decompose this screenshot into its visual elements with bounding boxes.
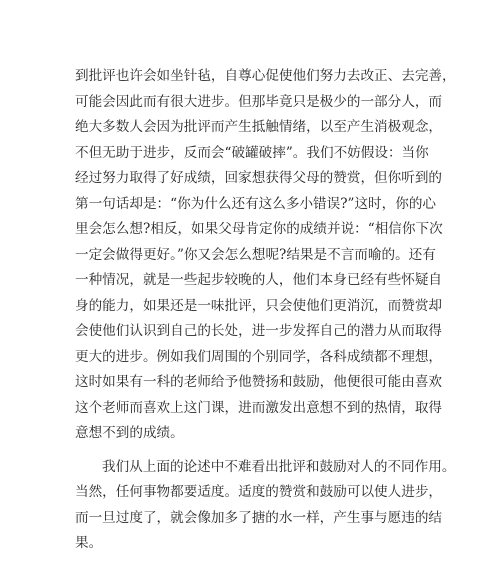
text-line: 身的能力，如果还是一味批评，只会使他们更消沉，而赞赏却: [75, 297, 443, 314]
text-line: 果。: [75, 535, 103, 551]
text-line: 而一旦过度了，就会像加多了搪的水一样，产生事与愿违的结: [75, 509, 443, 526]
text-line: 到批评也许会如坐针毡，自尊心促使他们努力去改正、去完善，: [75, 68, 456, 84]
text-line: 可能会因此而有很大进步。但那毕竟只是极少的一部分人，而: [75, 93, 443, 110]
text-line: 这个老师而喜欢上这门课，进而激发出意想不到的热情，取得: [75, 399, 443, 416]
text-line: 绝大多数人会因为批评而产生抵触情绪，以至产生消极观念，: [75, 119, 443, 135]
text-line: 里会怎么想?相反，如果父母肯定你的成绩并说：“相信你下次: [75, 221, 443, 237]
text-line: 经过努力取得了好成绩，回家想获得父母的赞赏，但你听到的: [75, 170, 443, 186]
text-line: 这时如果有一科的老师给予他赞扬和鼓励，他便很可能由喜欢: [75, 374, 443, 390]
text-line: 意想不到的成绩。: [75, 425, 184, 441]
text-line: 会使他们认识到自己的长处，进一步发挥自己的潜力从而取得: [75, 323, 443, 339]
text-line: 更大的进步。例如我们周围的个别同学，各科成绩都不理想，: [75, 348, 443, 365]
paragraph-2: [75, 455, 456, 557]
text-line: 一定会做得更好。”你又会怎么想呢?结果是不言而喻的。还有: [75, 246, 436, 263]
text-line: 一种情况，就是一些起步较晚的人，他们本身已经有些怀疑自: [75, 272, 443, 288]
paragraph-spacer: [75, 447, 425, 455]
paragraph-1: [75, 64, 456, 447]
document-body: [75, 64, 456, 557]
text-line: 第一句话却是：“你为什么还有这么多小错误?”这时，你的心: [75, 195, 437, 212]
text-line: 当然，任何事物都要适度。适度的赞赏和鼓励可以使人进步，: [75, 484, 443, 500]
text-line: 不但无助于进步，反而会“破罐破摔”。我们不妨假设：当你: [75, 144, 429, 161]
text-line: 我们从上面的论述中不难看出批评和鼓励对人的不同作用。: [102, 458, 456, 475]
